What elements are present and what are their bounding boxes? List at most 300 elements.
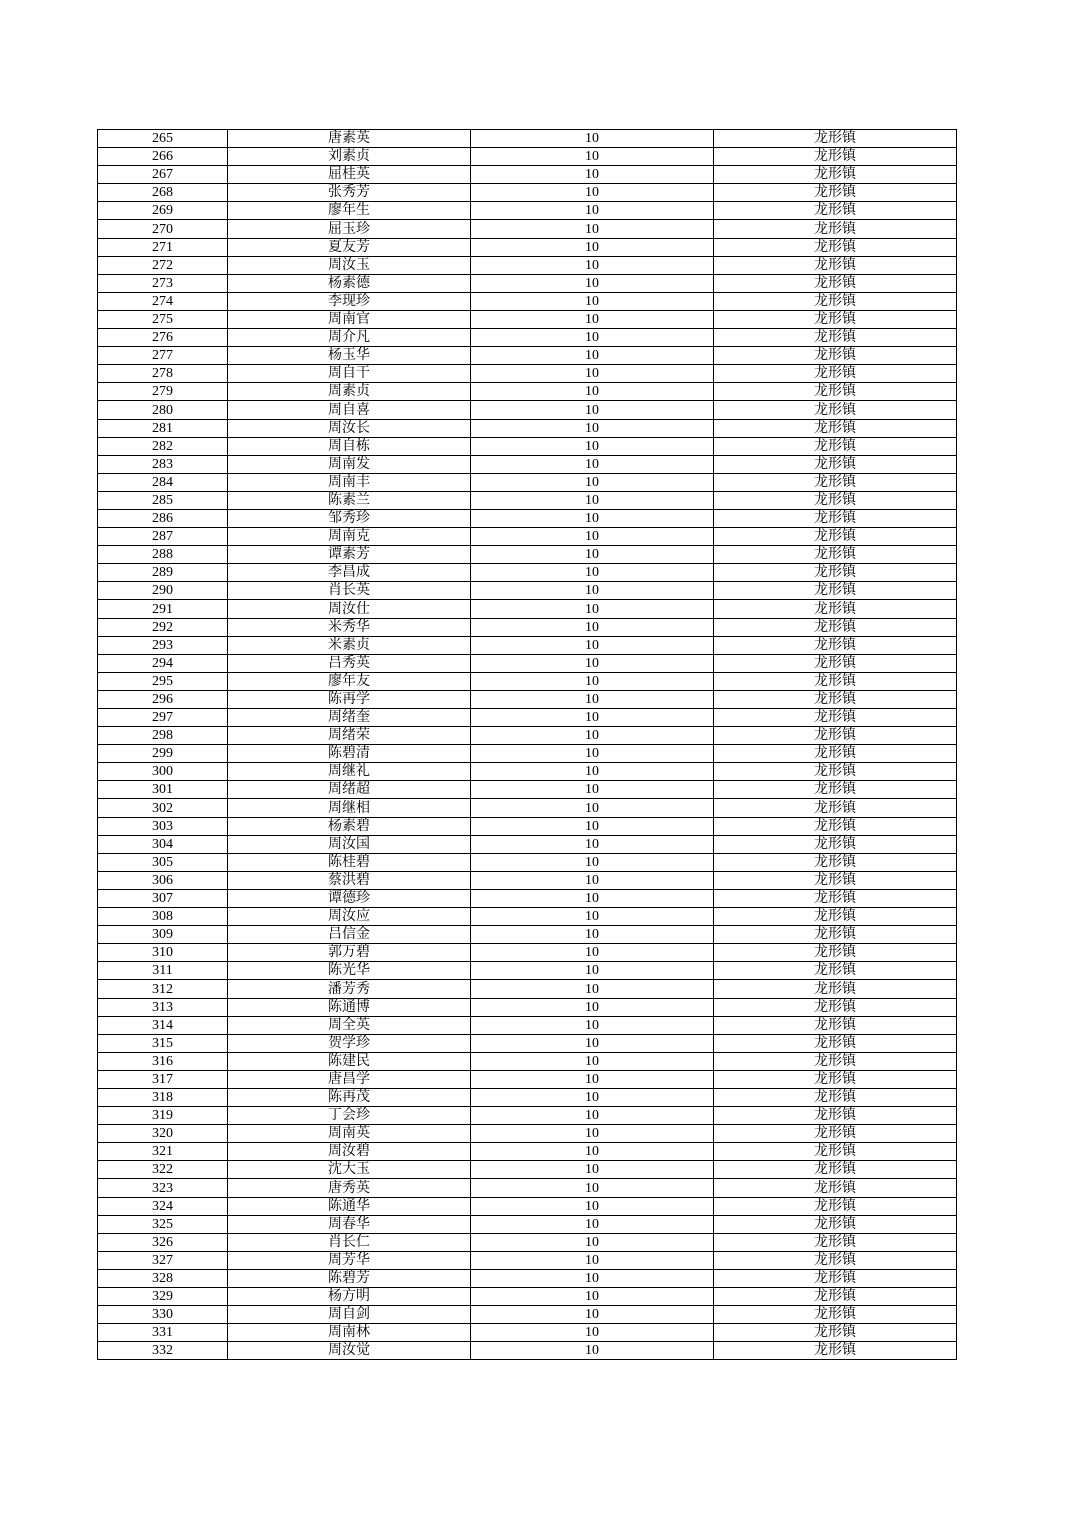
amount-cell: 10 — [471, 1143, 714, 1161]
table-body — [98, 130, 957, 1360]
table-row — [98, 1088, 957, 1106]
amount-cell: 10 — [471, 582, 714, 600]
amount-cell: 10 — [471, 672, 714, 690]
town-cell: 龙形镇 — [714, 1179, 957, 1197]
row-number-cell: 286 — [98, 509, 228, 527]
amount-cell: 10 — [471, 980, 714, 998]
town-cell: 龙形镇 — [714, 709, 957, 727]
row-number-cell: 309 — [98, 926, 228, 944]
row-number-cell: 311 — [98, 962, 228, 980]
amount-cell: 10 — [471, 1269, 714, 1287]
town-cell: 龙形镇 — [714, 1324, 957, 1342]
amount-cell: 10 — [471, 1215, 714, 1233]
table-row — [98, 853, 957, 871]
amount-cell: 10 — [471, 256, 714, 274]
table-row — [98, 1251, 957, 1269]
amount-cell: 10 — [471, 310, 714, 328]
town-cell: 龙形镇 — [714, 292, 957, 310]
table-row — [98, 763, 957, 781]
table-row — [98, 347, 957, 365]
town-cell: 龙形镇 — [714, 1233, 957, 1251]
name-cell: 周自栋 — [228, 437, 471, 455]
amount-cell: 10 — [471, 727, 714, 745]
name-cell: 杨素碧 — [228, 817, 471, 835]
amount-cell: 10 — [471, 654, 714, 672]
name-cell: 周汝觉 — [228, 1342, 471, 1360]
amount-cell: 10 — [471, 329, 714, 347]
amount-cell: 10 — [471, 419, 714, 437]
amount-cell: 10 — [471, 238, 714, 256]
amount-cell: 10 — [471, 944, 714, 962]
row-number-cell: 280 — [98, 401, 228, 419]
row-number-cell: 329 — [98, 1288, 228, 1306]
row-number-cell: 316 — [98, 1052, 228, 1070]
town-cell: 龙形镇 — [714, 256, 957, 274]
amount-cell: 10 — [471, 781, 714, 799]
amount-cell: 10 — [471, 1088, 714, 1106]
row-number-cell: 328 — [98, 1269, 228, 1287]
town-cell: 龙形镇 — [714, 310, 957, 328]
table-row — [98, 130, 957, 148]
table-row — [98, 1034, 957, 1052]
name-cell: 周春华 — [228, 1215, 471, 1233]
name-cell: 周南丰 — [228, 473, 471, 491]
town-cell: 龙形镇 — [714, 871, 957, 889]
town-cell: 龙形镇 — [714, 1215, 957, 1233]
table-row — [98, 799, 957, 817]
table-row — [98, 1161, 957, 1179]
row-number-cell: 276 — [98, 329, 228, 347]
table-row — [98, 455, 957, 473]
table-row — [98, 220, 957, 238]
row-number-cell: 287 — [98, 528, 228, 546]
table-row — [98, 1052, 957, 1070]
amount-cell: 10 — [471, 1342, 714, 1360]
row-number-cell: 322 — [98, 1161, 228, 1179]
row-number-cell: 284 — [98, 473, 228, 491]
name-cell: 张秀芳 — [228, 184, 471, 202]
town-cell: 龙形镇 — [714, 1306, 957, 1324]
town-cell: 龙形镇 — [714, 582, 957, 600]
town-cell: 龙形镇 — [714, 509, 957, 527]
row-number-cell: 295 — [98, 672, 228, 690]
town-cell: 龙形镇 — [714, 437, 957, 455]
name-cell: 周自剑 — [228, 1306, 471, 1324]
row-number-cell: 274 — [98, 292, 228, 310]
row-number-cell: 292 — [98, 618, 228, 636]
name-cell: 潘芳秀 — [228, 980, 471, 998]
town-cell: 龙形镇 — [714, 1161, 957, 1179]
row-number-cell: 318 — [98, 1088, 228, 1106]
row-number-cell: 290 — [98, 582, 228, 600]
table-row — [98, 745, 957, 763]
town-cell: 龙形镇 — [714, 1197, 957, 1215]
table-row — [98, 636, 957, 654]
table-row — [98, 871, 957, 889]
amount-cell: 10 — [471, 473, 714, 491]
name-cell: 陈碧芳 — [228, 1269, 471, 1287]
table-row — [98, 817, 957, 835]
town-cell: 龙形镇 — [714, 166, 957, 184]
town-cell: 龙形镇 — [714, 546, 957, 564]
name-cell: 周汝玉 — [228, 256, 471, 274]
town-cell: 龙形镇 — [714, 1088, 957, 1106]
row-number-cell: 320 — [98, 1125, 228, 1143]
amount-cell: 10 — [471, 564, 714, 582]
row-number-cell: 268 — [98, 184, 228, 202]
town-cell: 龙形镇 — [714, 745, 957, 763]
town-cell: 龙形镇 — [714, 835, 957, 853]
row-number-cell: 297 — [98, 709, 228, 727]
row-number-cell: 313 — [98, 998, 228, 1016]
table-row — [98, 1107, 957, 1125]
table-row — [98, 491, 957, 509]
table-row — [98, 998, 957, 1016]
row-number-cell: 267 — [98, 166, 228, 184]
town-cell: 龙形镇 — [714, 1143, 957, 1161]
table-row — [98, 184, 957, 202]
table-row — [98, 618, 957, 636]
name-cell: 周南官 — [228, 310, 471, 328]
amount-cell: 10 — [471, 202, 714, 220]
row-number-cell: 278 — [98, 365, 228, 383]
row-number-cell: 314 — [98, 1016, 228, 1034]
town-cell: 龙形镇 — [714, 238, 957, 256]
amount-cell: 10 — [471, 998, 714, 1016]
amount-cell: 10 — [471, 1179, 714, 1197]
table-row — [98, 1233, 957, 1251]
table-row — [98, 672, 957, 690]
row-number-cell: 293 — [98, 636, 228, 654]
table-row — [98, 238, 957, 256]
name-cell: 杨素德 — [228, 274, 471, 292]
row-number-cell: 304 — [98, 835, 228, 853]
amount-cell: 10 — [471, 745, 714, 763]
name-cell: 杨玉华 — [228, 347, 471, 365]
town-cell: 龙形镇 — [714, 799, 957, 817]
table-row — [98, 274, 957, 292]
row-number-cell: 325 — [98, 1215, 228, 1233]
row-number-cell: 282 — [98, 437, 228, 455]
amount-cell: 10 — [471, 437, 714, 455]
row-number-cell: 306 — [98, 871, 228, 889]
town-cell: 龙形镇 — [714, 853, 957, 871]
amount-cell: 10 — [471, 1233, 714, 1251]
town-cell: 龙形镇 — [714, 1269, 957, 1287]
name-cell: 周绪超 — [228, 781, 471, 799]
amount-cell: 10 — [471, 618, 714, 636]
name-cell: 邹秀珍 — [228, 509, 471, 527]
row-number-cell: 298 — [98, 727, 228, 745]
amount-cell: 10 — [471, 365, 714, 383]
table-row — [98, 1197, 957, 1215]
amount-cell: 10 — [471, 908, 714, 926]
name-cell: 周继相 — [228, 799, 471, 817]
name-cell: 蔡洪碧 — [228, 871, 471, 889]
table-row — [98, 1125, 957, 1143]
town-cell: 龙形镇 — [714, 1016, 957, 1034]
roster-table — [97, 129, 957, 1360]
table-row — [98, 690, 957, 708]
table-row — [98, 600, 957, 618]
table-row — [98, 926, 957, 944]
table-row — [98, 564, 957, 582]
name-cell: 周南英 — [228, 1125, 471, 1143]
name-cell: 周汝国 — [228, 835, 471, 853]
table-row — [98, 889, 957, 907]
row-number-cell: 289 — [98, 564, 228, 582]
table-row — [98, 835, 957, 853]
name-cell: 李现珍 — [228, 292, 471, 310]
amount-cell: 10 — [471, 962, 714, 980]
town-cell: 龙形镇 — [714, 274, 957, 292]
row-number-cell: 305 — [98, 853, 228, 871]
town-cell: 龙形镇 — [714, 600, 957, 618]
name-cell: 沈大玉 — [228, 1161, 471, 1179]
town-cell: 龙形镇 — [714, 1070, 957, 1088]
amount-cell: 10 — [471, 709, 714, 727]
table-row — [98, 419, 957, 437]
amount-cell: 10 — [471, 926, 714, 944]
name-cell: 周南克 — [228, 528, 471, 546]
town-cell: 龙形镇 — [714, 220, 957, 238]
name-cell: 周介凡 — [228, 329, 471, 347]
row-number-cell: 288 — [98, 546, 228, 564]
name-cell: 廖年生 — [228, 202, 471, 220]
table-row — [98, 1324, 957, 1342]
town-cell: 龙形镇 — [714, 962, 957, 980]
table-row — [98, 727, 957, 745]
row-number-cell: 307 — [98, 889, 228, 907]
amount-cell: 10 — [471, 546, 714, 564]
row-number-cell: 312 — [98, 980, 228, 998]
name-cell: 周南林 — [228, 1324, 471, 1342]
amount-cell: 10 — [471, 184, 714, 202]
table-row — [98, 310, 957, 328]
town-cell: 龙形镇 — [714, 817, 957, 835]
table-row — [98, 473, 957, 491]
name-cell: 周汝应 — [228, 908, 471, 926]
amount-cell: 10 — [471, 1306, 714, 1324]
town-cell: 龙形镇 — [714, 654, 957, 672]
amount-cell: 10 — [471, 636, 714, 654]
amount-cell: 10 — [471, 835, 714, 853]
town-cell: 龙形镇 — [714, 1052, 957, 1070]
town-cell: 龙形镇 — [714, 980, 957, 998]
table-row — [98, 437, 957, 455]
amount-cell: 10 — [471, 600, 714, 618]
table-row — [98, 908, 957, 926]
name-cell: 郭万碧 — [228, 944, 471, 962]
name-cell: 吕信金 — [228, 926, 471, 944]
amount-cell: 10 — [471, 1107, 714, 1125]
town-cell: 龙形镇 — [714, 365, 957, 383]
row-number-cell: 285 — [98, 491, 228, 509]
amount-cell: 10 — [471, 1288, 714, 1306]
row-number-cell: 301 — [98, 781, 228, 799]
amount-cell: 10 — [471, 1125, 714, 1143]
row-number-cell: 308 — [98, 908, 228, 926]
town-cell: 龙形镇 — [714, 1288, 957, 1306]
amount-cell: 10 — [471, 383, 714, 401]
name-cell: 周南发 — [228, 455, 471, 473]
amount-cell: 10 — [471, 220, 714, 238]
town-cell: 龙形镇 — [714, 690, 957, 708]
table-row — [98, 1306, 957, 1324]
table-row — [98, 329, 957, 347]
town-cell: 龙形镇 — [714, 908, 957, 926]
row-number-cell: 271 — [98, 238, 228, 256]
table-row — [98, 528, 957, 546]
amount-cell: 10 — [471, 401, 714, 419]
row-number-cell: 265 — [98, 130, 228, 148]
name-cell: 陈通华 — [228, 1197, 471, 1215]
name-cell: 周绪奎 — [228, 709, 471, 727]
amount-cell: 10 — [471, 528, 714, 546]
row-number-cell: 326 — [98, 1233, 228, 1251]
amount-cell: 10 — [471, 763, 714, 781]
name-cell: 周自喜 — [228, 401, 471, 419]
row-number-cell: 291 — [98, 600, 228, 618]
amount-cell: 10 — [471, 853, 714, 871]
town-cell: 龙形镇 — [714, 383, 957, 401]
name-cell: 陈再学 — [228, 690, 471, 708]
amount-cell: 10 — [471, 148, 714, 166]
town-cell: 龙形镇 — [714, 781, 957, 799]
amount-cell: 10 — [471, 274, 714, 292]
row-number-cell: 317 — [98, 1070, 228, 1088]
name-cell: 陈建民 — [228, 1052, 471, 1070]
town-cell: 龙形镇 — [714, 148, 957, 166]
name-cell: 夏友芳 — [228, 238, 471, 256]
amount-cell: 10 — [471, 1034, 714, 1052]
amount-cell: 10 — [471, 166, 714, 184]
town-cell: 龙形镇 — [714, 473, 957, 491]
row-number-cell: 296 — [98, 690, 228, 708]
amount-cell: 10 — [471, 1251, 714, 1269]
town-cell: 龙形镇 — [714, 618, 957, 636]
name-cell: 唐昌学 — [228, 1070, 471, 1088]
town-cell: 龙形镇 — [714, 130, 957, 148]
row-number-cell: 315 — [98, 1034, 228, 1052]
table-row — [98, 1179, 957, 1197]
row-number-cell: 273 — [98, 274, 228, 292]
town-cell: 龙形镇 — [714, 401, 957, 419]
name-cell: 刘素贞 — [228, 148, 471, 166]
town-cell: 龙形镇 — [714, 184, 957, 202]
table-row — [98, 546, 957, 564]
town-cell: 龙形镇 — [714, 636, 957, 654]
row-number-cell: 324 — [98, 1197, 228, 1215]
table-row — [98, 202, 957, 220]
amount-cell: 10 — [471, 1052, 714, 1070]
town-cell: 龙形镇 — [714, 727, 957, 745]
row-number-cell: 272 — [98, 256, 228, 274]
name-cell: 屈玉珍 — [228, 220, 471, 238]
town-cell: 龙形镇 — [714, 329, 957, 347]
table-row — [98, 781, 957, 799]
table-row — [98, 1143, 957, 1161]
name-cell: 周汝碧 — [228, 1143, 471, 1161]
amount-cell: 10 — [471, 509, 714, 527]
name-cell: 唐素英 — [228, 130, 471, 148]
table-row — [98, 383, 957, 401]
row-number-cell: 269 — [98, 202, 228, 220]
town-cell: 龙形镇 — [714, 926, 957, 944]
row-number-cell: 277 — [98, 347, 228, 365]
amount-cell: 10 — [471, 347, 714, 365]
table-row — [98, 292, 957, 310]
table-row — [98, 709, 957, 727]
table-row — [98, 582, 957, 600]
row-number-cell: 281 — [98, 419, 228, 437]
name-cell: 周全英 — [228, 1016, 471, 1034]
town-cell: 龙形镇 — [714, 944, 957, 962]
name-cell: 贺学珍 — [228, 1034, 471, 1052]
amount-cell: 10 — [471, 1016, 714, 1034]
name-cell: 陈碧清 — [228, 745, 471, 763]
row-number-cell: 283 — [98, 455, 228, 473]
table-row — [98, 1269, 957, 1287]
table-row — [98, 980, 957, 998]
row-number-cell: 302 — [98, 799, 228, 817]
name-cell: 吕秀英 — [228, 654, 471, 672]
name-cell: 谭素芳 — [228, 546, 471, 564]
amount-cell: 10 — [471, 690, 714, 708]
name-cell: 周素贞 — [228, 383, 471, 401]
name-cell: 陈桂碧 — [228, 853, 471, 871]
table-row — [98, 401, 957, 419]
amount-cell: 10 — [471, 1197, 714, 1215]
town-cell: 龙形镇 — [714, 889, 957, 907]
name-cell: 唐秀英 — [228, 1179, 471, 1197]
name-cell: 陈再茂 — [228, 1088, 471, 1106]
town-cell: 龙形镇 — [714, 564, 957, 582]
table-row — [98, 166, 957, 184]
row-number-cell: 300 — [98, 763, 228, 781]
name-cell: 米素贞 — [228, 636, 471, 654]
town-cell: 龙形镇 — [714, 1251, 957, 1269]
table-row — [98, 1288, 957, 1306]
row-number-cell: 327 — [98, 1251, 228, 1269]
row-number-cell: 321 — [98, 1143, 228, 1161]
table-row — [98, 1215, 957, 1233]
table-row — [98, 944, 957, 962]
name-cell: 李昌成 — [228, 564, 471, 582]
row-number-cell: 319 — [98, 1107, 228, 1125]
town-cell: 龙形镇 — [714, 202, 957, 220]
name-cell: 周绪荣 — [228, 727, 471, 745]
row-number-cell: 330 — [98, 1306, 228, 1324]
name-cell: 周芳华 — [228, 1251, 471, 1269]
name-cell: 肖长仁 — [228, 1233, 471, 1251]
name-cell: 陈素兰 — [228, 491, 471, 509]
row-number-cell: 266 — [98, 148, 228, 166]
table-row — [98, 365, 957, 383]
town-cell: 龙形镇 — [714, 672, 957, 690]
table-row — [98, 654, 957, 672]
row-number-cell: 294 — [98, 654, 228, 672]
town-cell: 龙形镇 — [714, 455, 957, 473]
amount-cell: 10 — [471, 817, 714, 835]
name-cell: 周汝仕 — [228, 600, 471, 618]
town-cell: 龙形镇 — [714, 1034, 957, 1052]
row-number-cell: 332 — [98, 1342, 228, 1360]
name-cell: 廖年友 — [228, 672, 471, 690]
amount-cell: 10 — [471, 455, 714, 473]
name-cell: 丁会珍 — [228, 1107, 471, 1125]
amount-cell: 10 — [471, 130, 714, 148]
